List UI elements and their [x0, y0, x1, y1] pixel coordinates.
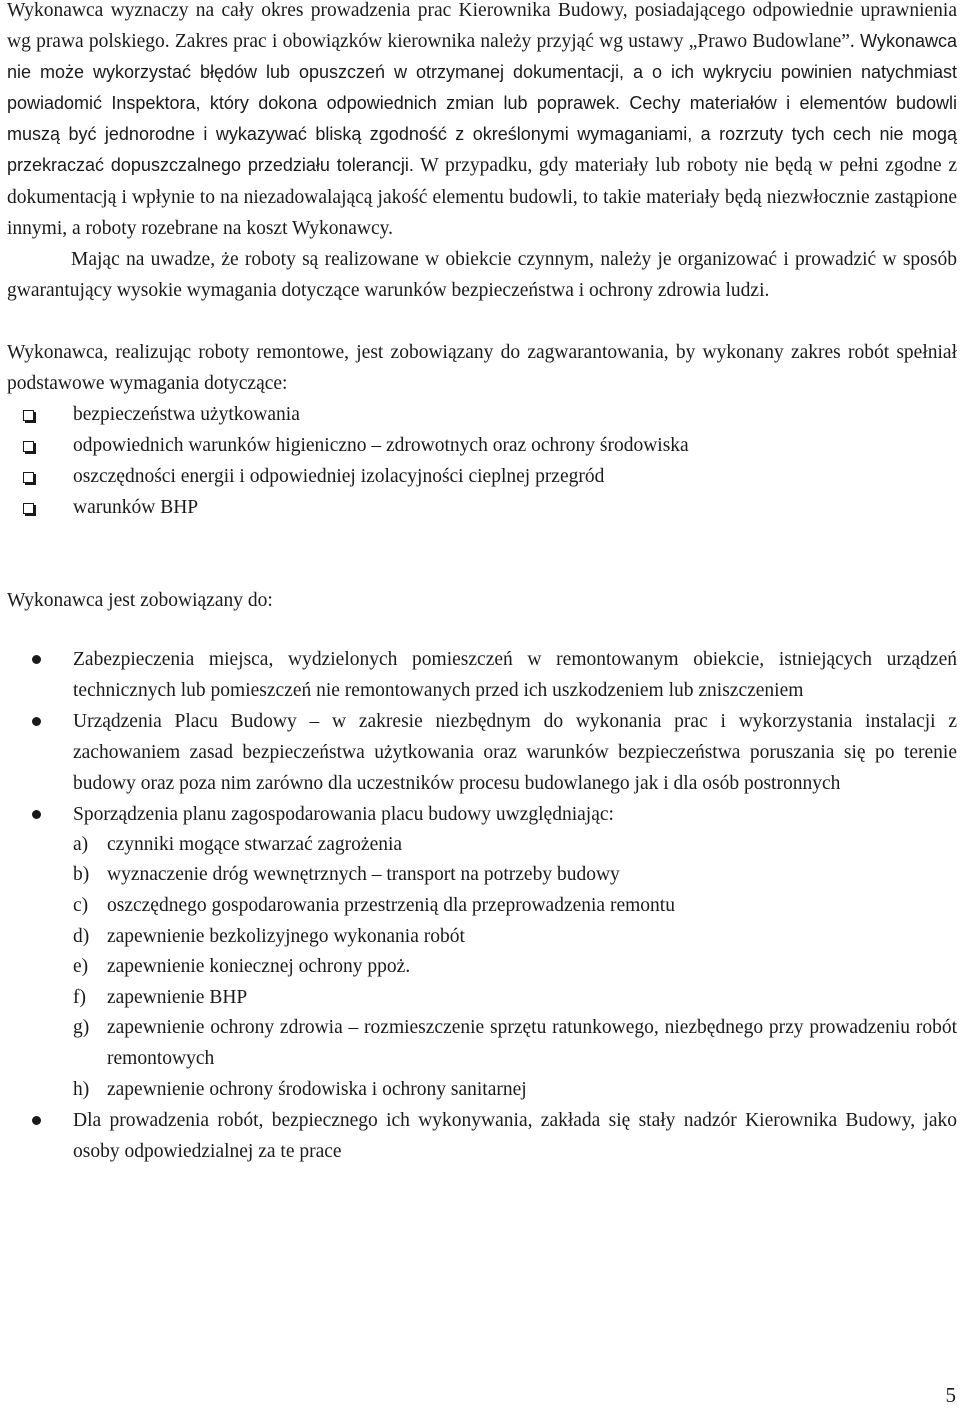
- bullet-icon: [32, 1116, 41, 1125]
- list-item-text: Urządzenia Placu Budowy – w zakresie niezbędnym do wykonania prac i wykorzystania instalacji z zachowaniem zasad bezpieczeństwa użytkowania oraz warunków bezpieczeństwa poruszania się po terenie budowy oraz poza nim zarówno dla uczestników procesu budowlanego jak i dla osób postronnych: [73, 710, 957, 794]
- list-item-text: wyznaczenie dróg wewnętrznych – transport na potrzeby budowy: [107, 864, 620, 886]
- bullet-icon: [32, 717, 41, 726]
- list-item-text: bezpieczeństwa użytkowania: [73, 403, 300, 425]
- paragraph-text: Wykonawca nie może wykorzystać błędów lub opuszczeń w otrzymanej dokumentacji, a o ich wykryciu powinien natychmiast powiadomić Inspektora, który dokona odpowiednich zmian lub poprawek. Cechy materiałów i elementów budowli muszą być jednorodne i wykazywać bliską zgodność z określonymi wymaganiami, a rozrzuty tych cech nie mogą przekraczać dopuszczalnego przedziału tolerancji.: [7, 31, 957, 176]
- bullet-icon: [32, 810, 41, 819]
- list-item: [73, 952, 957, 983]
- paragraph-obligations-intro: Wykonawca jest zobowiązany do:: [7, 589, 273, 611]
- list-item: [7, 492, 957, 523]
- list-marker: c): [73, 894, 89, 916]
- list-item: [7, 399, 957, 430]
- list-item-text: zapewnienie ochrony zdrowia – rozmieszczenie sprzętu ratunkowego, niezbędnego przy prowadzeniu robót remontowych: [107, 1017, 957, 1069]
- list-item-text: warunków BHP: [73, 496, 199, 518]
- bullet-icon: [32, 655, 41, 664]
- checkbox-bullet-icon: [23, 472, 34, 483]
- list-item-text: zapewnienie BHP: [107, 986, 248, 1008]
- list-item: [7, 799, 957, 1105]
- list-marker: g): [73, 1017, 90, 1039]
- checkbox-bullet-icon: [23, 410, 34, 421]
- list-item-text: oszczędnego gospodarowania przestrzenią dla przeprowadzenia remontu: [107, 894, 675, 916]
- list-marker: a): [73, 833, 89, 855]
- list-item: [7, 1105, 957, 1167]
- paragraph-requirements-intro: Wykonawca, realizując roboty remontowe, jest zobowiązany do zagwarantowania, by wykonany zakres robót spełniał podstawowe wymagania dotyczące:: [7, 341, 957, 394]
- list-item: [73, 983, 957, 1014]
- list-item: [73, 830, 957, 861]
- list-item: [7, 706, 957, 799]
- document-page: [7, 0, 957, 1167]
- paragraph-text: Wykonawca wyznaczy na cały okres prowadzenia prac Kierownika Budowy, posiadającego odpowiednie uprawnienia wg prawa polskiego. Zakres prac i obowiązków kierownika należy przyjąć wg ustawy „Prawo Budowlane”.: [7, 0, 957, 53]
- list-item: [73, 860, 957, 891]
- list-item: [7, 430, 957, 461]
- list-marker: b): [73, 864, 90, 886]
- list-item-text: zapewnienie koniecznej ochrony ppoż.: [107, 956, 411, 978]
- list-item-text: Sporządzenia planu zagospodarowania placu budowy uwzględniając:: [73, 803, 614, 825]
- list-marker: h): [73, 1078, 90, 1100]
- paragraph-text: W przypadku, gdy materiały lub roboty nie będą w pełni zgodne z dokumentacją i wpłynie to na niezadowalającą jakość elementu budowli, to takie materiały będą niezwłocznie zastąpione innymi, a roboty rozebrane na koszt Wykonawcy.: [7, 155, 957, 239]
- list-item-text: czynniki mogące stwarzać zagrożenia: [107, 833, 403, 855]
- list-marker: f): [73, 986, 86, 1008]
- paragraph-site-manager: [7, 0, 957, 244]
- list-item: [73, 891, 957, 922]
- list-marker: d): [73, 925, 90, 947]
- paragraph-safety: Mając na uwadze, że roboty są realizowane w obiekcie czynnym, należy je organizować i prowadzić w sposób gwarantujący wysokie wymagania dotyczące warunków bezpieczeństwa i ochrony zdrowia ludzi.: [7, 248, 957, 301]
- requirements-list: [7, 399, 957, 523]
- list-item-text: Zabezpieczenia miejsca, wydzielonych pomieszczeń w remontowanym obiekcie, istniejących urządzeń technicznych lub pomieszczeń nie remontowanych przed ich uszkodzeniem lub zniszczeniem: [73, 648, 957, 701]
- list-item-text: oszczędności energii i odpowiedniej izolacyjności cieplnej przegród: [73, 465, 605, 487]
- page-number: 5: [945, 1383, 956, 1407]
- list-item: [73, 1013, 957, 1074]
- list-item: [73, 922, 957, 953]
- list-item-text: Dla prowadzenia robót, bezpiecznego ich wykonywania, zakłada się stały nadzór Kierownika Budowy, jako osoby odpowiedzialnej za te prace: [73, 1110, 957, 1163]
- list-item: [7, 461, 957, 492]
- checkbox-bullet-icon: [23, 503, 34, 514]
- list-item-text: odpowiednich warunków higieniczno – zdrowotnych oraz ochrony środowiska: [73, 434, 689, 456]
- list-item: [73, 1075, 957, 1106]
- obligations-list: [7, 644, 957, 1167]
- list-item-text: zapewnienie ochrony środowiska i ochrony sanitarnej: [107, 1078, 527, 1100]
- list-marker: e): [73, 956, 89, 978]
- checkbox-bullet-icon: [23, 441, 34, 452]
- plan-items-list: [73, 830, 957, 1105]
- list-item-text: zapewnienie bezkolizyjnego wykonania robót: [107, 925, 465, 947]
- list-item: [7, 644, 957, 706]
